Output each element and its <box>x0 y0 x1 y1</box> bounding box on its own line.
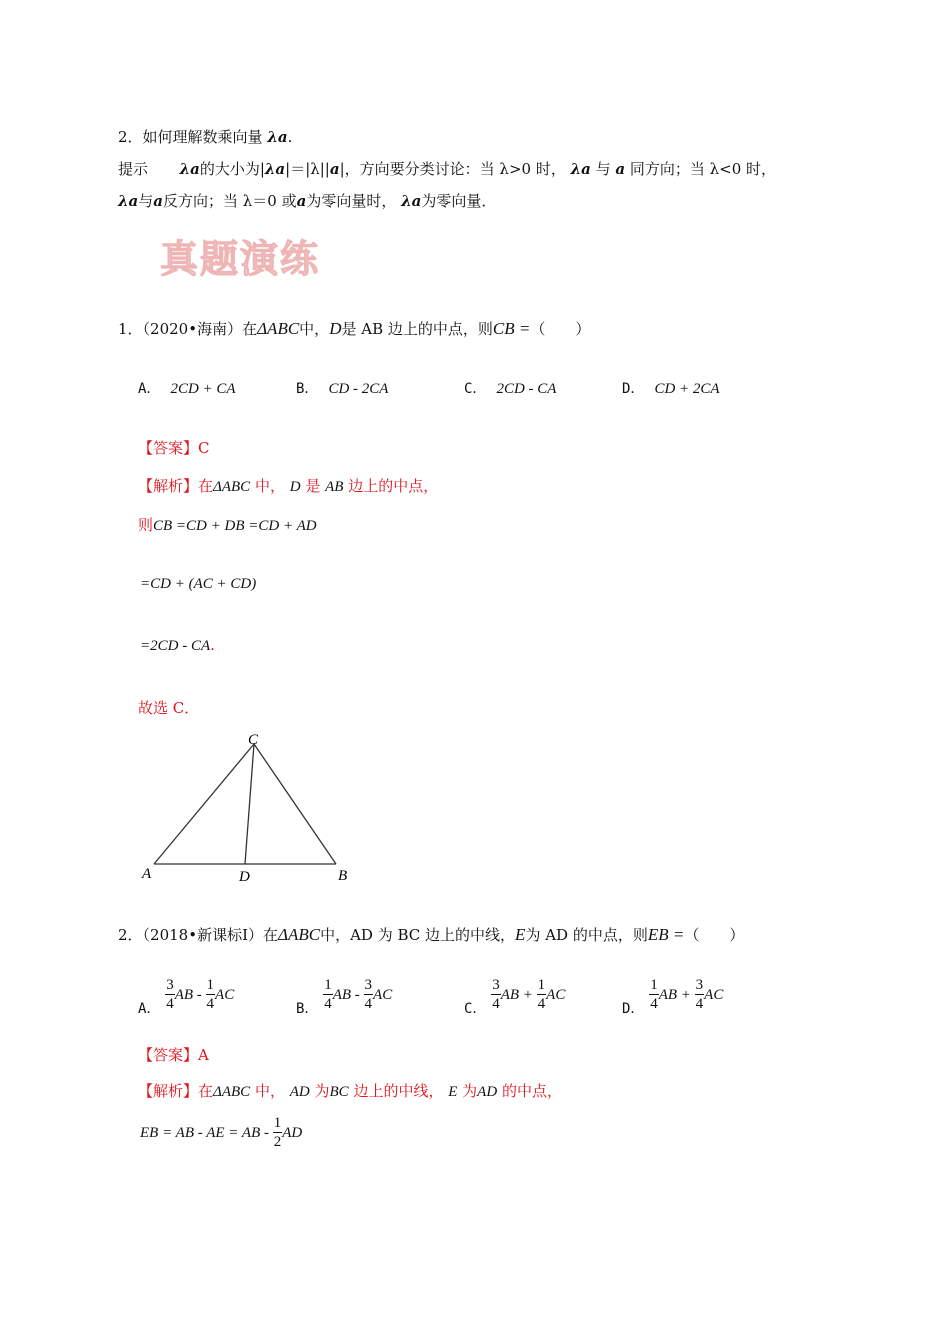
vector: AB <box>332 987 352 1003</box>
vector: AC <box>215 987 235 1003</box>
analysis-label: 【解析】 <box>138 477 199 495</box>
problem-1-text: 中， <box>299 320 330 338</box>
problem-2-analysis <box>138 1080 562 1101</box>
analysis-text: 在 <box>198 1082 214 1100</box>
hint-text: 的大小为| <box>199 160 265 178</box>
problem-2-option-c[interactable] <box>464 978 565 1018</box>
problem-1-number: 1．（2020•海南）在 <box>118 320 258 338</box>
numerator: 1 <box>537 977 546 993</box>
numerator: 3 <box>364 977 373 993</box>
problem-1-step-1 <box>138 514 317 535</box>
answer-label: 【答案】 <box>138 439 199 457</box>
vector-eb: EB = <box>647 925 685 944</box>
option-expr: CD - 2CA <box>328 381 389 397</box>
problem-1-text: 是 AB 边上的中点，则 <box>341 320 493 338</box>
triangle-abc: ΔABC <box>257 319 300 338</box>
numerator: 1 <box>273 1115 282 1131</box>
vector: AC <box>373 987 393 1003</box>
fraction <box>649 978 659 1012</box>
intro-question <box>118 126 292 147</box>
numerator: 3 <box>695 977 704 993</box>
fraction <box>206 978 216 1012</box>
option-letter: D． <box>622 381 645 397</box>
vector-cb: CB = <box>492 319 531 338</box>
intro-question-end: . <box>287 128 293 146</box>
problem-2-option-a[interactable] <box>138 978 234 1018</box>
triangle-abc: ΔABC <box>213 1084 251 1100</box>
lambda-a: λa <box>267 128 288 146</box>
hint-text: 同方向；当 λ<0 时， <box>625 160 777 178</box>
denominator: 4 <box>206 996 215 1012</box>
numerator: 1 <box>206 977 215 993</box>
label-a: A <box>142 866 152 882</box>
segment-ad: AD <box>289 1084 310 1100</box>
hint-text: 与 <box>138 192 154 210</box>
problem-1-option-c[interactable] <box>464 378 556 398</box>
label-d: D <box>239 869 250 885</box>
numerator: 3 <box>166 977 174 993</box>
denominator: 4 <box>324 996 332 1012</box>
operator: - <box>351 987 364 1003</box>
fraction <box>273 1116 283 1150</box>
denominator: 4 <box>650 996 658 1012</box>
denominator: 4 <box>537 996 546 1012</box>
hint-text: 为零向量时， <box>306 192 402 210</box>
hint-symbol: λa <box>264 160 286 178</box>
problem-1-option-d[interactable] <box>622 378 720 398</box>
hint-symbol: a <box>153 192 163 210</box>
step-expr: =2CD - CA <box>140 638 211 654</box>
hint-text: 为零向量． <box>421 192 497 210</box>
section-heading-zhenti: 真题演练 <box>160 237 321 281</box>
operator: + <box>519 987 537 1003</box>
analysis-label: 【解析】 <box>138 1082 199 1100</box>
step-expr: EB = AB - AE = AB - <box>140 1125 273 1141</box>
problem-1-stem <box>118 318 590 339</box>
fraction <box>323 978 333 1012</box>
hint-symbol: a <box>296 192 307 210</box>
option-letter: D． <box>622 1001 645 1017</box>
analysis-text: 为 <box>457 1082 478 1100</box>
option-letter: A． <box>138 1001 161 1017</box>
problem-1-option-a[interactable] <box>138 378 236 398</box>
problem-2-option-d[interactable] <box>622 978 723 1018</box>
step-expr: AD <box>282 1125 303 1141</box>
vector: AB <box>500 987 520 1003</box>
option-expr: CD + 2CA <box>654 381 720 397</box>
hint-symbol: a <box>615 160 626 178</box>
analysis-text: 边上的中线， <box>348 1082 449 1100</box>
answer-value: A <box>198 1046 209 1064</box>
analysis-text: 中， <box>250 1082 290 1100</box>
operator: + <box>677 987 695 1003</box>
hint-text: 与 <box>590 160 616 178</box>
answer-blank: （ ） <box>530 320 591 338</box>
option-letter: C． <box>464 381 487 397</box>
problem-2-step-1 <box>140 1116 302 1150</box>
option-letter: A． <box>138 381 161 397</box>
hint-line-1 <box>118 158 776 179</box>
analysis-text: 边上的中点， <box>343 477 439 495</box>
step-prefix: 则 <box>138 516 154 534</box>
problem-1-option-b[interactable] <box>296 378 388 398</box>
problem-1-analysis <box>138 475 438 496</box>
step-end: . <box>210 636 215 654</box>
point-e: E <box>515 925 526 944</box>
option-letter: B． <box>296 381 319 397</box>
problem-2-answer <box>138 1044 209 1065</box>
fraction <box>364 978 374 1012</box>
problem-1-conclusion: 故选 C． <box>138 699 200 717</box>
point-d: D <box>329 319 342 338</box>
numerator: 3 <box>492 977 500 993</box>
triangle-abc: ΔABC <box>213 479 251 495</box>
hint-label: 提示 <box>118 160 149 178</box>
triangle-abc: ΔABC <box>278 925 321 944</box>
problem-2-option-b[interactable] <box>296 978 392 1018</box>
hint-symbol: a <box>329 160 340 178</box>
analysis-text: 是 <box>300 477 326 495</box>
intro-question-text: 2．如何理解数乘向量 <box>118 128 268 146</box>
analysis-text: 在 <box>198 477 214 495</box>
numerator: 1 <box>324 977 332 993</box>
fraction <box>491 978 501 1012</box>
label-c: C <box>248 732 259 748</box>
option-expr: 2CD + CA <box>170 381 236 397</box>
problem-2-stem <box>118 924 744 945</box>
hint-symbol: λa <box>570 160 591 178</box>
hint-symbol: λa <box>118 192 139 210</box>
problem-1-step-2: =CD + (AC + CD) <box>140 576 257 592</box>
analysis-text: 为 <box>309 1082 330 1100</box>
option-letter: C． <box>464 1001 487 1017</box>
vector: AB <box>658 987 678 1003</box>
segment-bc: BC <box>329 1084 349 1100</box>
answer-blank: （ ） <box>684 926 745 944</box>
option-letter: B． <box>296 1001 319 1017</box>
segment-ab: AB <box>325 479 344 495</box>
analysis-text: 的中点， <box>497 1082 562 1100</box>
fraction <box>537 978 547 1012</box>
hint-text: |＝|λ|| <box>285 160 330 178</box>
problem-2-number: 2．（2018•新课标Ⅰ）在 <box>118 926 278 944</box>
problem-1-answer <box>138 437 210 458</box>
problem-2-text: 为 AD 的中点，则 <box>525 926 648 944</box>
triangle-figure <box>138 728 358 888</box>
hint-symbol: λa <box>179 160 200 178</box>
answer-value: C <box>198 439 210 457</box>
point-d: D <box>289 479 301 495</box>
fraction <box>695 978 705 1012</box>
answer-label: 【答案】 <box>138 1046 199 1064</box>
problem-2-text: 中，AD 为 BC 边上的中线， <box>320 926 516 944</box>
option-expr: 2CD - CA <box>496 381 557 397</box>
denominator: 4 <box>492 996 500 1012</box>
median-cd <box>245 744 254 864</box>
fraction <box>165 978 175 1012</box>
vector: AB <box>174 987 194 1003</box>
operator: - <box>193 987 206 1003</box>
segment-ad: AD <box>477 1084 498 1100</box>
analysis-text: 中， <box>250 477 290 495</box>
label-b: B <box>338 868 348 884</box>
denominator: 4 <box>166 996 174 1012</box>
numerator: 1 <box>650 977 658 993</box>
denominator: 2 <box>273 1134 282 1150</box>
hint-symbol: λa <box>401 192 422 210</box>
side-bc <box>254 744 336 864</box>
denominator: 4 <box>695 996 704 1012</box>
step-expr: CB =CD + DB =CD + AD <box>153 518 317 534</box>
hint-text: 反方向；当 λ＝0 或 <box>163 192 297 210</box>
hint-line-2 <box>118 190 496 211</box>
problem-1-step-3 <box>140 636 215 655</box>
side-ac <box>154 744 254 864</box>
vector: AC <box>704 987 724 1003</box>
vector: AC <box>546 987 566 1003</box>
denominator: 4 <box>364 996 373 1012</box>
hint-text: |，方向要分类讨论：当 λ>0 时， <box>339 160 571 178</box>
point-e: E <box>448 1084 458 1100</box>
